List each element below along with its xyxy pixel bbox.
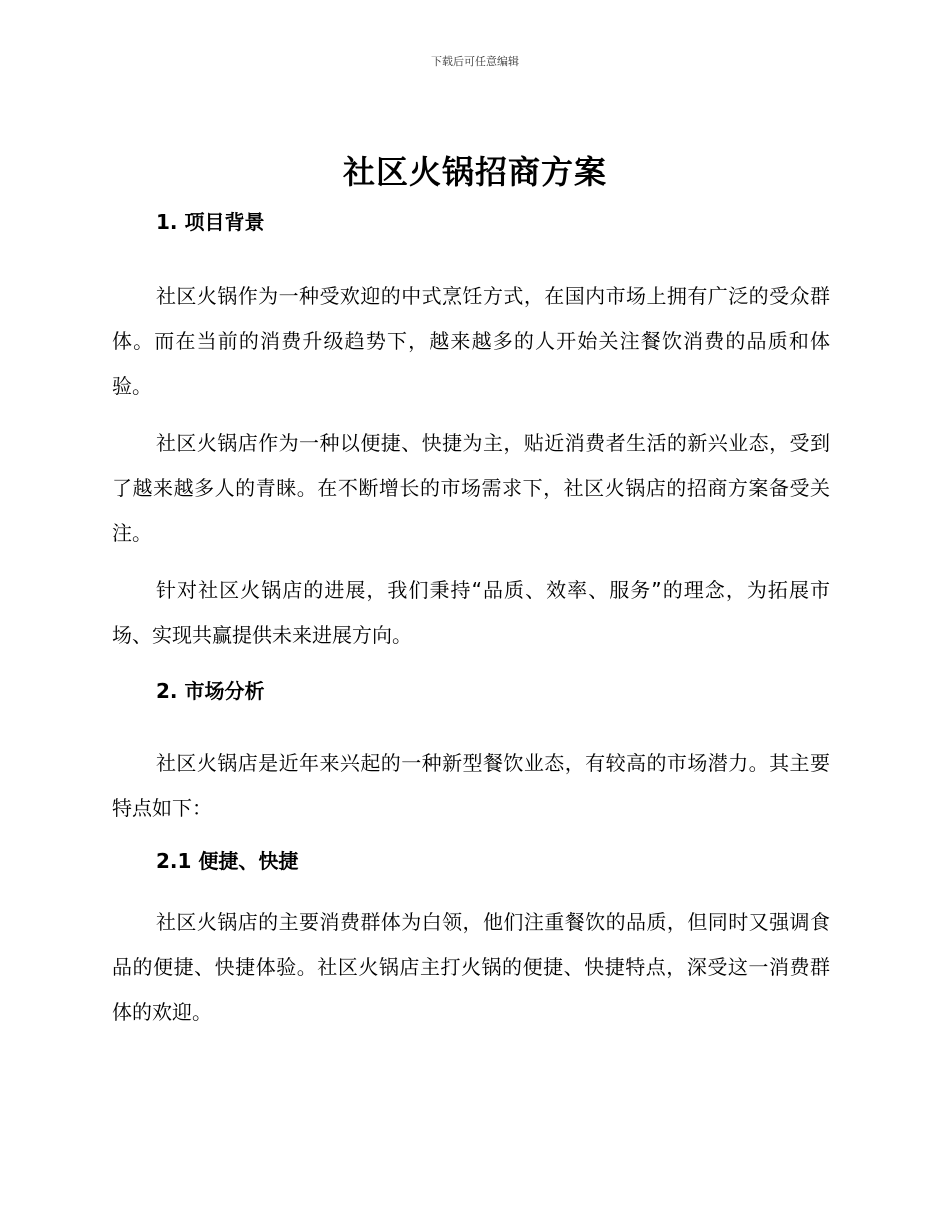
subsection-heading-convenience: 2.1 便捷、快捷 [156,849,299,873]
document-body [112,204,830,1035]
document-title: 社区火锅招商方案 [342,153,607,191]
paragraph: 社区火锅店的主要消费群体为白领，他们注重餐饮的品质，但同时又强调食品的便捷、快捷体验。社区火锅店主打火锅的便捷、快捷特点，深受这一消费群体的欢迎。 [112,910,830,1024]
page-header: 下载后可任意编辑 [431,55,519,68]
paragraph: 针对社区火锅店的进展，我们秉持“品质、效率、服务”的理念，为拓展市场、实现共赢提供未来进展方向。 [112,578,830,647]
section-heading-market-analysis: 2. 市场分析 [156,679,265,703]
paragraph: 社区火锅店是近年来兴起的一种新型餐饮业态，有较高的市场潜力。其主要特点如下： [112,751,830,820]
paragraph: 社区火锅店作为一种以便捷、快捷为主，贴近消费者生活的新兴业态，受到了越来越多人的青睐。在不断增长的市场需求下，社区火锅店的招商方案备受关注。 [112,431,830,545]
section-heading-project-background: 1. 项目背景 [156,210,265,234]
paragraph: 社区火锅作为一种受欢迎的中式烹饪方式，在国内市场上拥有广泛的受众群体。而在当前的消费升级趋势下，越来越多的人开始关注餐饮消费的品质和体验。 [112,284,830,398]
